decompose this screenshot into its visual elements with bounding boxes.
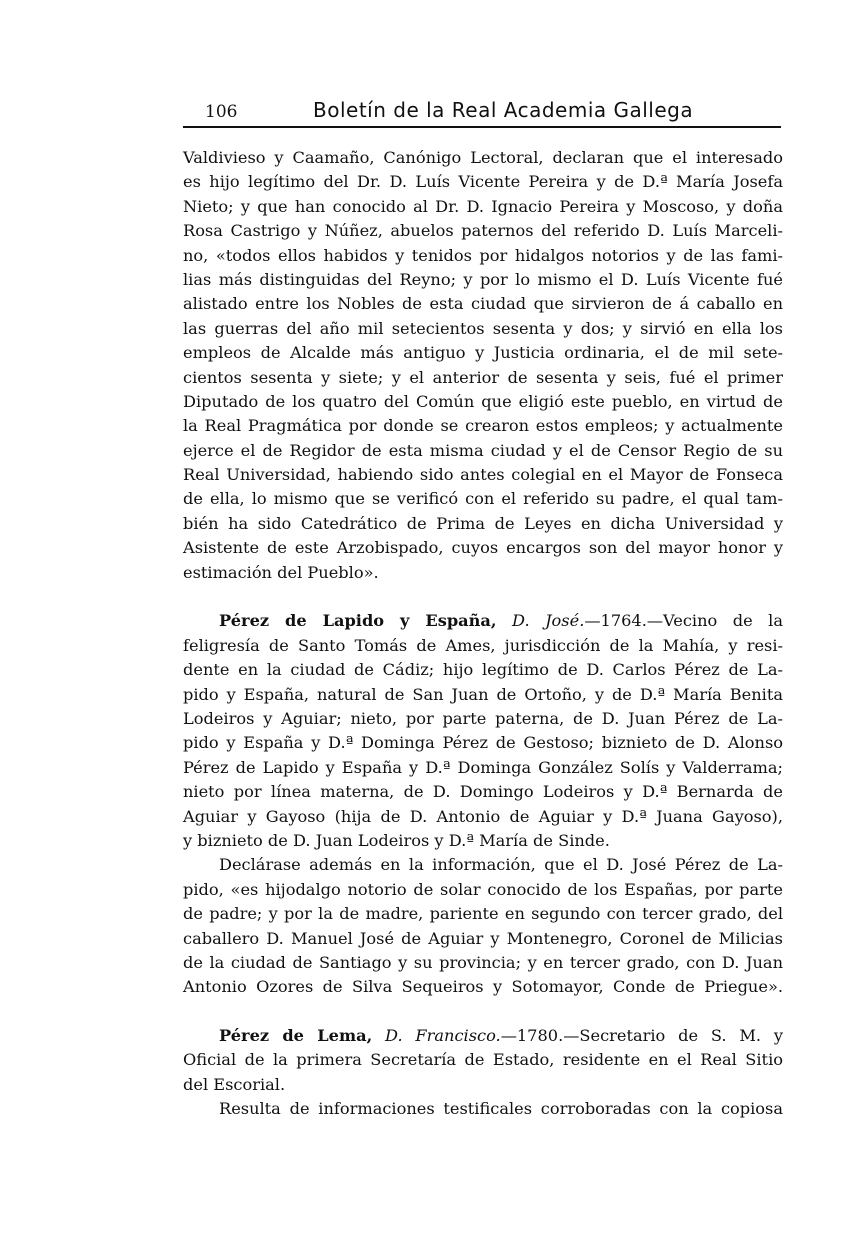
entry-perez-de-lema: [183, 1024, 783, 1122]
text-line: Real Universidad, habiendo sido antes colegial en el Mayor de Fonseca: [183, 465, 783, 485]
text-line: pido y España, natural de San Juan de Ortoño, y de D.ª María Benita: [183, 684, 783, 704]
text-line: es hijo legítimo del Dr. D. Luís Vicente Pereira y de D.ª María Josefa: [183, 172, 783, 192]
entry-name: Pérez de Lema,: [219, 1026, 373, 1046]
text-line: y biznieto de D. Juan Lodeiros y D.ª María de Sinde.: [183, 830, 610, 850]
page-number: 106: [205, 102, 238, 122]
text-line: alistado entre los Nobles de esta ciudad que sirvieron de á caballo en: [183, 294, 783, 314]
text-line: bién ha sido Catedrático de Prima de Leyes en dicha Universidad y: [183, 513, 783, 533]
text-line: Nieto; y que han conocido al Dr. D. Ignacio Pereira y Moscoso, y doña: [183, 196, 783, 216]
text-line: la Real Pragmática por donde se crearon estos empleos; y actualmente: [183, 416, 783, 436]
entry-headline: [183, 609, 783, 633]
text-line: Asistente de este Arzobispado, cuyos encargos son del mayor honor y: [183, 538, 783, 558]
text-line: pido, «es hijodalgo notorio de solar conocido de los Españas, por parte: [183, 879, 783, 899]
text-line: Resulta de informaciones testificales corroboradas con la copiosa: [219, 1099, 783, 1119]
text-line: no, «todos ellos habidos y tenidos por hidalgos notorios y de las fami-: [183, 245, 783, 265]
text-line: caballero D. Manuel José de Aguiar y Montenegro, Coronel de Milicias: [183, 928, 783, 948]
text-line: del Escorial.: [183, 1074, 286, 1094]
entry-perez-de-lapido: [183, 609, 783, 999]
text-line: Rosa Castrigo y Núñez, abuelos paternos del referido D. Luís Marceli-: [183, 221, 783, 241]
text-line: nieto por línea materna, de D. Domingo Lodeiros y D.ª Bernarda de: [183, 782, 783, 802]
entry-given-name: D. José.: [512, 611, 585, 631]
running-header: [183, 96, 781, 126]
text-line: feligresía de Santo Tomás de Ames, jurisdicción de la Mahía, y resi-: [183, 635, 783, 655]
text-line: ejerce el de Regidor de esta misma ciudad y el de Censor Regio de su: [183, 440, 783, 460]
text-line: pido y España y D.ª Dominga Pérez de Gestoso; biznieto de D. Alonso: [183, 733, 783, 753]
text-line: dente en la ciudad de Cádiz; hijo legítimo de D. Carlos Pérez de La-: [183, 660, 783, 680]
text-line: Antonio Ozores de Silva Sequeiros y Sotomayor, Conde de Priegue».: [183, 977, 783, 997]
text-line: Valdivieso y Caamaño, Canónigo Lectoral, declaran que el interesado: [183, 148, 783, 167]
text-line: cientos sesenta y siete; y el anterior de sesenta y seis, fué el primer: [183, 367, 783, 387]
header-rule: [183, 126, 781, 128]
text-line: Diputado de los quatro del Común que eligió este pueblo, en virtud de: [183, 391, 783, 411]
text-line: Lodeiros y Aguiar; nieto, por parte paterna, de D. Juan Pérez de La-: [183, 708, 783, 728]
text-line: de ella, lo mismo que se verificó con el referido su padre, el qual tam-: [183, 489, 783, 509]
text-line: de padre; y por la de madre, pariente en segundo con tercer grado, del: [183, 904, 783, 924]
entry-headline-text: —1764.—Vecino de la: [584, 611, 783, 631]
text-line: Pérez de Lapido y España y D.ª Dominga González Solís y Valderrama;: [183, 757, 783, 777]
text-line: de la ciudad de Santiago y su provincia; y en tercer grado, con D. Juan: [183, 952, 783, 972]
text-line: Declárase además en la información, que el D. José Pérez de La-: [219, 855, 783, 875]
text-line: estimación del Pueblo».: [183, 562, 379, 582]
entry-name: Pérez de Lapido y España,: [219, 611, 497, 631]
text-line: empleos de Alcalde más antiguo y Justicia ordinaria, el de mil sete-: [183, 343, 783, 363]
paragraph-continued: [183, 146, 783, 585]
journal-title: Boletín de la Real Academia Gallega: [313, 98, 694, 122]
text-line: lias más distinguidas del Reyno; y por lo mismo el D. Luís Vicente fué: [183, 269, 783, 289]
text-line: Oficial de la primera Secretaría de Estado, residente en el Real Sitio: [183, 1050, 783, 1070]
text-line: Aguiar y Gayoso (hija de D. Antonio de Aguiar y D.ª Juana Gayoso),: [183, 806, 783, 826]
entry-headline: [183, 1024, 783, 1048]
text-line: las guerras del año mil setecientos sesenta y dos; y sirvió en ella los: [183, 318, 783, 338]
entry-headline-text: —1780.—Secretario de S. M. y: [500, 1026, 783, 1046]
page-body: [183, 146, 783, 1122]
entry-given-name: D. Francisco.: [385, 1026, 501, 1046]
